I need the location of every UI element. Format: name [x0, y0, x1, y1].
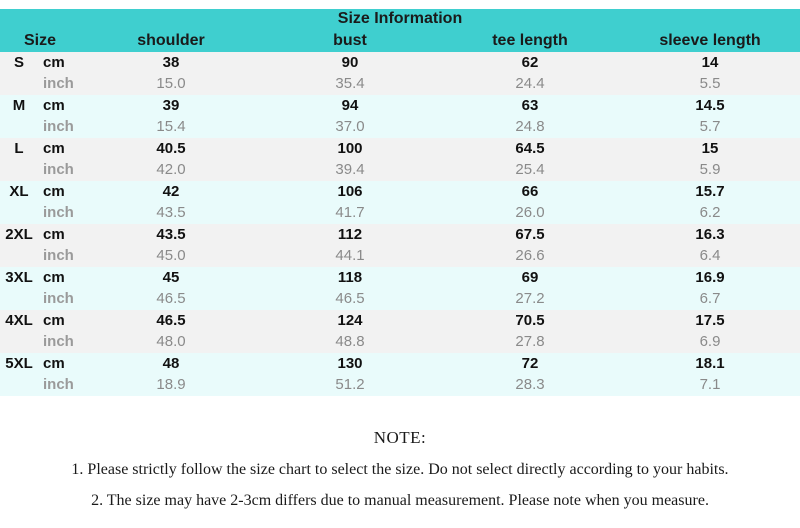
tee-length-inch-value: 26.6: [515, 247, 545, 264]
sleeve-length-cm-value: 16.3: [695, 226, 725, 243]
tee-length-cm-value: 69: [521, 269, 539, 286]
tee-length-cm-value: 63: [521, 97, 539, 114]
bust-inch-value: 46.5: [335, 290, 365, 307]
unit-inch: inch: [43, 161, 74, 178]
tee-length-cm-value: 66: [521, 183, 539, 200]
shoulder-inch-value: 45.0: [156, 247, 186, 264]
bust-inch-value: 51.2: [335, 376, 365, 393]
note-title: NOTE:: [373, 428, 427, 447]
tee-length-inch-value: 24.4: [515, 75, 545, 92]
shoulder-cm-value: 48: [162, 355, 180, 372]
note-line-1: 1. Please strictly follow the size chart to select the size. Do not select directly according to your habits.: [71, 461, 729, 478]
sleeve-length-inch-value: 6.7: [699, 290, 721, 307]
size-label: 3XL: [5, 269, 33, 286]
sleeve-length-inch-value: 5.7: [699, 118, 721, 135]
sleeve-length-cm-value: 14.5: [695, 97, 725, 114]
bust-cm-value: 94: [341, 97, 359, 114]
shoulder-cm-value: 43.5: [156, 226, 186, 243]
header-bust: bust: [333, 32, 367, 49]
sleeve-length-cm-value: 14: [701, 54, 719, 71]
tee-length-inch-value: 27.2: [515, 290, 545, 307]
size-label: 4XL: [5, 312, 33, 329]
unit-cm: cm: [43, 269, 65, 286]
bust-inch-value: 37.0: [335, 118, 365, 135]
header-tee-length: tee length: [492, 32, 568, 49]
bust-inch-value: 39.4: [335, 161, 365, 178]
unit-inch: inch: [43, 333, 74, 350]
sleeve-length-cm-value: 16.9: [695, 269, 725, 286]
tee-length-inch-value: 27.8: [515, 333, 545, 350]
shoulder-inch-value: 18.9: [156, 376, 186, 393]
bust-cm-value: 130: [337, 355, 363, 372]
tee-length-inch-value: 25.4: [515, 161, 545, 178]
unit-cm: cm: [43, 183, 65, 200]
tee-length-cm-value: 64.5: [515, 140, 545, 157]
shoulder-inch-value: 15.0: [156, 75, 186, 92]
sleeve-length-inch-value: 5.5: [699, 75, 721, 92]
header-sleeve-length: sleeve length: [659, 32, 761, 49]
sleeve-length-inch-value: 7.1: [699, 376, 721, 393]
unit-cm: cm: [43, 226, 65, 243]
size-label: 2XL: [5, 226, 33, 243]
table-row: [0, 52, 800, 95]
header-size: Size: [23, 32, 57, 49]
bust-cm-value: 112: [337, 226, 363, 243]
unit-inch: inch: [43, 75, 74, 92]
unit-inch: inch: [43, 247, 74, 264]
bust-inch-value: 48.8: [335, 333, 365, 350]
table-row: [0, 138, 800, 181]
shoulder-inch-value: 42.0: [156, 161, 186, 178]
note-line-2: 2. The size may have 2-3cm differs due to manual measurement. Please note when you measure.: [91, 492, 709, 509]
bust-inch-value: 35.4: [335, 75, 365, 92]
shoulder-cm-value: 45: [162, 269, 180, 286]
size-label: M: [12, 97, 26, 114]
tee-length-cm-value: 67.5: [515, 226, 545, 243]
unit-inch: inch: [43, 118, 74, 135]
sleeve-length-inch-value: 6.9: [699, 333, 721, 350]
shoulder-cm-value: 38: [162, 54, 180, 71]
sleeve-length-inch-value: 6.2: [699, 204, 721, 221]
shoulder-cm-value: 46.5: [156, 312, 186, 329]
unit-inch: inch: [43, 376, 74, 393]
bust-cm-value: 106: [337, 183, 363, 200]
bust-cm-value: 118: [337, 269, 363, 286]
shoulder-inch-value: 46.5: [156, 290, 186, 307]
tee-length-inch-value: 26.0: [515, 204, 545, 221]
size-label: 5XL: [5, 355, 33, 372]
unit-inch: inch: [43, 290, 74, 307]
shoulder-inch-value: 48.0: [156, 333, 186, 350]
bust-cm-value: 124: [337, 312, 363, 329]
table-row: [0, 353, 800, 396]
bust-inch-value: 44.1: [335, 247, 365, 264]
bust-inch-value: 41.7: [335, 204, 365, 221]
size-label: S: [13, 54, 25, 71]
unit-inch: inch: [43, 204, 74, 221]
table-row: [0, 310, 800, 353]
bust-cm-value: 100: [337, 140, 363, 157]
sleeve-length-cm-value: 15.7: [695, 183, 725, 200]
unit-cm: cm: [43, 140, 65, 157]
table-row: [0, 181, 800, 224]
size-label: L: [14, 140, 24, 157]
table-header: [0, 9, 800, 52]
sleeve-length-cm-value: 18.1: [695, 355, 725, 372]
tee-length-cm-value: 62: [521, 54, 539, 71]
tee-length-cm-value: 72: [521, 355, 539, 372]
table-row: [0, 224, 800, 267]
shoulder-cm-value: 42: [162, 183, 180, 200]
size-table: [0, 9, 800, 396]
sleeve-length-inch-value: 5.9: [699, 161, 721, 178]
shoulder-inch-value: 43.5: [156, 204, 186, 221]
header-shoulder: shoulder: [137, 32, 205, 49]
bust-cm-value: 90: [341, 54, 359, 71]
size-label: XL: [9, 183, 29, 200]
shoulder-cm-value: 39: [162, 97, 180, 114]
tee-length-inch-value: 28.3: [515, 376, 545, 393]
table-row: [0, 95, 800, 138]
sleeve-length-inch-value: 6.4: [699, 247, 721, 264]
shoulder-inch-value: 15.4: [156, 118, 186, 135]
shoulder-cm-value: 40.5: [156, 140, 186, 157]
unit-cm: cm: [43, 312, 65, 329]
unit-cm: cm: [43, 355, 65, 372]
table-row: [0, 267, 800, 310]
tee-length-cm-value: 70.5: [515, 312, 545, 329]
tee-length-inch-value: 24.8: [515, 118, 545, 135]
sleeve-length-cm-value: 17.5: [695, 312, 725, 329]
unit-cm: cm: [43, 97, 65, 114]
table-title: Size Information: [337, 10, 463, 27]
sleeve-length-cm-value: 15: [701, 140, 719, 157]
unit-cm: cm: [43, 54, 65, 71]
